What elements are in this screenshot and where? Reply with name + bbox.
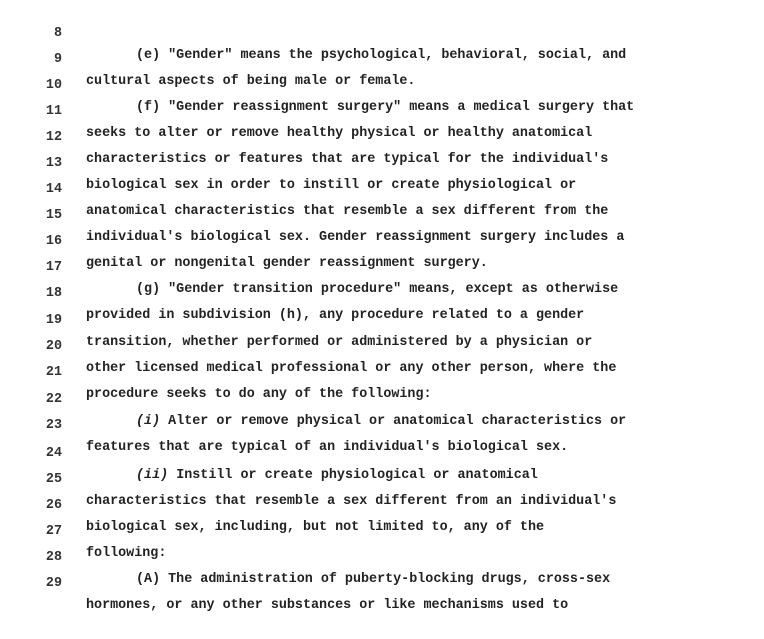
line-number: 27 [45, 524, 62, 539]
item-text: Instill or create physiological or anatomical [176, 468, 538, 483]
line-text: other licensed medical professional or any other person, where the [86, 361, 617, 376]
line-text: procedure seeks to do any of the following: [86, 387, 432, 402]
line-text: characteristics or features that are typical for the individual's [86, 152, 609, 167]
line-text: characteristics that resemble a sex different from an individual's [86, 494, 617, 509]
line-text: anatomical characteristics that resemble a sex different from the [86, 204, 609, 219]
line-text: following: [86, 546, 167, 561]
line-number: 9 [53, 52, 62, 67]
line-number: 18 [45, 286, 62, 301]
line-text: cultural aspects of being male or female. [86, 74, 416, 89]
item-marker: (ii) [136, 468, 169, 483]
line-text: (A) The administration of puberty-blocking drugs, cross-sex [136, 572, 611, 587]
line-number: 29 [45, 576, 62, 591]
line-text: genital or nongenital gender reassignment surgery. [86, 256, 488, 271]
line-text: features that are typical of an individual's biological sex. [86, 440, 569, 455]
line-text: biological sex, including, but not limited to, any of the [86, 520, 545, 535]
line-number: 19 [45, 313, 62, 328]
line-number: 17 [45, 260, 62, 275]
line-number: 23 [45, 418, 62, 433]
line-number: 11 [45, 104, 62, 119]
line-number: 21 [45, 365, 62, 380]
line-text: hormones, or any other substances or like mechanisms used to [86, 598, 569, 613]
line-number: 25 [45, 472, 62, 487]
line-text: seeks to alter or remove healthy physical or healthy anatomical [86, 126, 593, 141]
item-marker: (i) [136, 414, 161, 429]
line-text: (e) "Gender" means the psychological, behavioral, social, and [136, 48, 627, 63]
line-number: 22 [45, 392, 62, 407]
line-number: 14 [45, 182, 62, 197]
line-number: 28 [45, 550, 62, 565]
item-text: Alter or remove physical or anatomical characteristics or [168, 414, 627, 429]
line-text: (g) "Gender transition procedure" means, except as otherwise [136, 282, 619, 297]
line-number: 26 [45, 498, 62, 513]
line-number: 20 [45, 339, 62, 354]
line-text: biological sex in order to instill or create physiological or [86, 178, 577, 193]
line-text: provided in subdivision (h), any procedure related to a gender [86, 308, 585, 323]
line-text: individual's biological sex. Gender reassignment surgery includes a [86, 230, 625, 245]
line-number: 13 [45, 156, 62, 171]
document-line [0, 1, 764, 63]
line-number: 10 [45, 78, 62, 93]
line-number: 12 [45, 130, 62, 145]
line-number: 15 [45, 208, 62, 223]
line-text: (f) "Gender reassignment surgery" means a medical surgery that [136, 100, 635, 115]
line-number: 8 [53, 26, 62, 41]
line-number: 24 [45, 446, 62, 461]
line-text: transition, whether performed or administered by a physician or [86, 335, 593, 350]
line-number: 16 [45, 234, 62, 249]
